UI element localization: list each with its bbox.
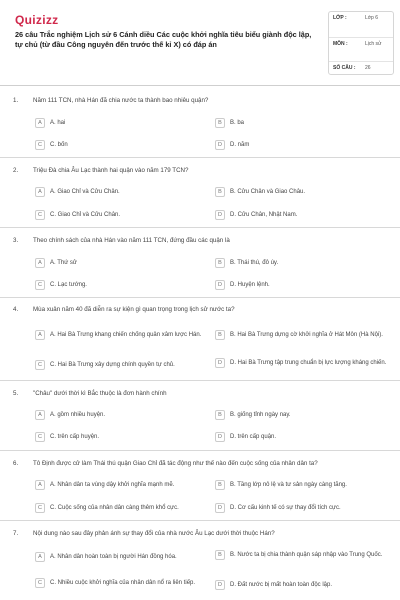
option-letter-badge: C xyxy=(35,360,45,370)
option-text: D. Cơ cấu kinh tế có sự thay đổi tích cực. xyxy=(230,505,341,511)
option-letter-badge: D xyxy=(215,280,225,290)
option-letter-badge: B xyxy=(215,258,225,268)
option-text: D. Đất nước bị mất hoàn toàn độc lập. xyxy=(230,582,333,588)
option-text: A. Giao Chỉ và Cửu Chân. xyxy=(50,189,120,195)
option-text: D. Huyện lệnh. xyxy=(230,282,270,288)
worksheet-meta-box xyxy=(328,11,394,75)
worksheet-title: 26 câu Trắc nghiệm Lịch sử 6 Cánh diều Các cuộc khởi nghĩa tiêu biểu giành độc lập, tự chủ (từ đầu Công nguyên đến trước thế kỉ X) có đáp án xyxy=(15,30,312,49)
option-text: B. Tầng lớp nô lệ và tư sản ngày càng tăng. xyxy=(230,482,347,488)
question-number: 6. xyxy=(13,460,19,467)
meta-subject-row xyxy=(329,38,393,62)
option-letter-badge: A xyxy=(35,258,45,268)
option-letter-badge: D xyxy=(215,140,225,150)
option-letter-badge: D xyxy=(215,432,225,442)
option-text: D. Cửu Chân, Nhật Nam. xyxy=(230,212,298,218)
answer-option-c[interactable] xyxy=(35,210,205,220)
answer-option-a[interactable] xyxy=(35,410,205,420)
option-letter-badge: C xyxy=(35,503,45,513)
option-letter-badge: C xyxy=(35,140,45,150)
option-text: A. Nhân dân ta vùng dậy khởi nghĩa mạnh mẽ. xyxy=(50,482,175,488)
answer-option-b[interactable] xyxy=(215,410,385,420)
question-divider xyxy=(0,157,400,158)
question-text: "Châu" dưới thời kì Bắc thuộc là đơn hành chính xyxy=(33,390,167,397)
option-text: B. Hai Bà Trưng dựng cờ khởi nghĩa ở Hát Môn (Hà Nội). xyxy=(230,332,383,338)
answer-option-b[interactable] xyxy=(215,118,385,128)
worksheet-header xyxy=(0,0,400,86)
option-text: B. Cửu Chân và Giao Châu. xyxy=(230,189,306,195)
meta-class-row xyxy=(329,12,393,38)
answer-option-a[interactable] xyxy=(35,480,207,490)
answer-option-d[interactable] xyxy=(215,580,393,590)
question-divider xyxy=(0,227,400,228)
answer-option-d[interactable] xyxy=(215,503,393,513)
question-number: 1. xyxy=(13,97,19,104)
option-letter-badge: B xyxy=(215,550,225,560)
option-letter-badge: B xyxy=(215,330,225,340)
meta-class-label: LỚP : xyxy=(333,15,347,21)
question-number: 7. xyxy=(13,530,19,537)
option-text: C. bốn xyxy=(50,142,68,148)
option-letter-badge: A xyxy=(35,330,45,340)
option-text: C. Nhiều cuộc khởi nghĩa của nhân dân nổ ra liên tiếp. xyxy=(50,580,196,586)
answer-option-d[interactable] xyxy=(215,210,385,220)
option-letter-badge: D xyxy=(215,210,225,220)
option-letter-badge: A xyxy=(35,187,45,197)
question-text: Theo chính sách của nhà Hán vào năm 111 TCN, đứng đầu các quận là xyxy=(33,237,230,244)
option-text: B. Thái thú, đô úy. xyxy=(230,260,279,266)
option-text: D. trên cấp quận. xyxy=(230,434,277,440)
option-text: C. Giao Chỉ và Cửu Chân. xyxy=(50,212,121,218)
answer-option-c[interactable] xyxy=(35,140,205,150)
answer-option-a[interactable] xyxy=(35,118,205,128)
answer-option-a[interactable] xyxy=(35,187,205,197)
meta-count-label: SỐ CÂU : xyxy=(333,65,356,71)
option-letter-badge: D xyxy=(215,503,225,513)
option-text: C. Cuộc sống của nhân dân càng thêm khổ cực. xyxy=(50,505,179,511)
answer-option-c[interactable] xyxy=(35,280,205,290)
answer-option-d[interactable] xyxy=(215,432,385,442)
option-letter-badge: A xyxy=(35,552,45,562)
question-text: Mùa xuân năm 40 đã diễn ra sự kiện gì quan trọng trong lịch sử nước ta? xyxy=(33,306,235,313)
answer-option-b[interactable] xyxy=(215,258,385,268)
meta-class-value: Lớp 6 xyxy=(365,15,379,21)
option-letter-badge: C xyxy=(35,280,45,290)
meta-subject-label: MÔN : xyxy=(333,41,348,47)
option-text: A. gồm nhiều huyện. xyxy=(50,412,106,418)
option-text: C. Lạc tướng. xyxy=(50,282,87,288)
question-divider xyxy=(0,380,400,381)
option-text: A. Nhân dân hoàn toàn bị người Hán đồng hóa. xyxy=(50,554,177,560)
option-letter-badge: A xyxy=(35,480,45,490)
answer-option-b[interactable] xyxy=(215,187,385,197)
quizizz-logo[interactable]: Quizizz xyxy=(15,13,59,27)
option-text: B. giống tỉnh ngày nay. xyxy=(230,412,291,418)
option-text: A. Hai Bà Trưng khang chiến chống quân xâm lược Hán. xyxy=(50,332,202,338)
answer-option-a[interactable] xyxy=(35,552,207,562)
option-letter-badge: C xyxy=(35,210,45,220)
answer-option-a[interactable] xyxy=(35,258,205,268)
option-letter-badge: B xyxy=(215,118,225,128)
meta-subject-value: Lịch sử xyxy=(365,41,382,47)
option-letter-badge: D xyxy=(215,358,225,368)
question-text: Triệu Đà chia Âu Lạc thành hai quận vào năm 179 TCN? xyxy=(33,167,189,174)
option-text: C. Hai Bà Trưng xây dựng chính quyền tự chủ. xyxy=(50,362,175,368)
meta-count-row xyxy=(329,62,393,74)
option-text: B. ba xyxy=(230,120,245,126)
option-text: A. hai xyxy=(50,120,66,126)
answer-option-c[interactable] xyxy=(35,503,207,513)
answer-option-b[interactable] xyxy=(215,480,393,490)
question-divider xyxy=(0,520,400,521)
option-letter-badge: A xyxy=(35,410,45,420)
option-text: D. năm xyxy=(230,142,250,148)
answer-option-d[interactable] xyxy=(215,280,385,290)
answer-option-d[interactable] xyxy=(215,358,393,368)
answer-option-b[interactable] xyxy=(215,550,393,560)
meta-count-value: 26 xyxy=(365,65,371,71)
answer-option-c[interactable] xyxy=(35,360,207,370)
option-text: A. Thứ sử xyxy=(50,260,77,266)
option-text: D. Hai Bà Trưng tập trung chuẩn bị lực lượng kháng chiến. xyxy=(230,360,387,366)
option-letter-badge: B xyxy=(215,410,225,420)
question-text: Tô Định được cử làm Thái thú quận Giao Chỉ đã tác động như thế nào đến cuộc sống của nhân dân ta? xyxy=(33,460,318,467)
question-text: Nội dung nào sau đây phản ánh sự thay đổi của nhà nước Âu Lạc dưới thời thuộc Hán? xyxy=(33,530,275,537)
option-letter-badge: C xyxy=(35,578,45,588)
answer-option-a[interactable] xyxy=(35,330,207,340)
option-letter-badge: A xyxy=(35,118,45,128)
question-number: 2. xyxy=(13,167,19,174)
question-text: Năm 111 TCN, nhà Hán đã chia nước ta thành bao nhiêu quận? xyxy=(33,97,209,104)
option-letter-badge: B xyxy=(215,187,225,197)
question-divider xyxy=(0,450,400,451)
question-number: 5. xyxy=(13,390,19,397)
question-number: 4. xyxy=(13,306,19,313)
option-letter-badge: D xyxy=(215,580,225,590)
answer-option-c[interactable] xyxy=(35,432,205,442)
answer-option-d[interactable] xyxy=(215,140,385,150)
option-text: B. Nước ta bị chia thành quận sáp nhập vào Trung Quốc. xyxy=(230,552,383,558)
option-text: C. trên cấp huyện. xyxy=(50,434,100,440)
answer-option-c[interactable] xyxy=(35,578,207,588)
option-letter-badge: B xyxy=(215,480,225,490)
question-number: 3. xyxy=(13,237,19,244)
answer-option-b[interactable] xyxy=(215,330,393,340)
option-letter-badge: C xyxy=(35,432,45,442)
question-divider xyxy=(0,297,400,298)
